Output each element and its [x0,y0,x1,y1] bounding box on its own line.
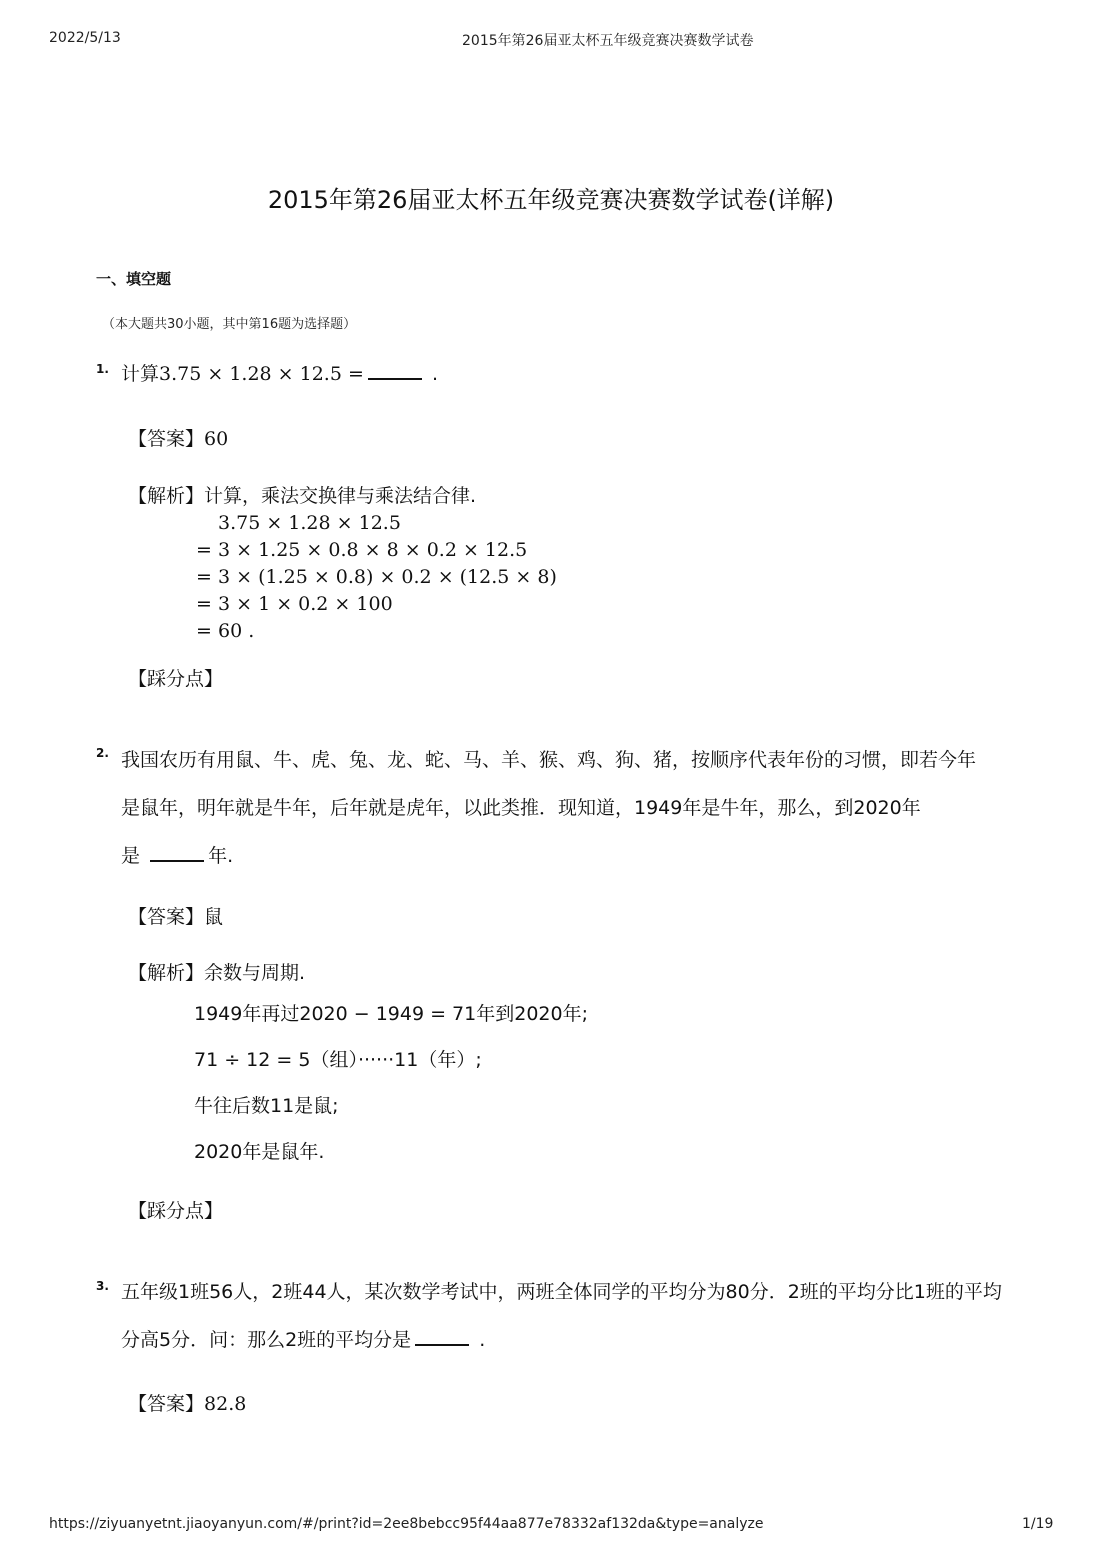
print-date: 2022/5/13 [49,30,121,46]
question-line: 是 年. [121,832,976,880]
answer-value: 鼠 [204,906,224,928]
analysis-label: 【解析】 [128,485,205,507]
answer-value: 82.8 [204,1393,247,1415]
calc-step: = 3 × (1.25 × 0.8) × 0.2 × (12.5 × 8) [196,566,557,588]
answer-blank [368,360,422,380]
analysis-text: 计算，乘法交换律与乘法结合律. [204,485,477,507]
calc-step: = 60 . [196,620,255,642]
section-note: （本大题共30小题，其中第16题为选择题） [102,317,357,332]
analysis-text: 余数与周期. [204,962,306,984]
answer-blank [150,842,204,862]
scoring-points-label: 【踩分点】 [128,1200,224,1222]
question-number: 3. [96,1279,109,1293]
page-url: https://ziyuanyetnt.jiaoyanyun.com/#/print?id=2ee8bebcc95f44aa877e78332af132da&type=analyze [49,1516,764,1532]
print-header-title: 2015年第26届亚太杯五年级竞赛决赛数学试卷 [462,33,754,49]
section-heading: 一、填空题 [96,270,172,288]
question-text [121,1268,1002,1364]
analysis-row [128,481,476,508]
analysis-label: 【解析】 [128,962,205,984]
calc-step: 3.75 × 1.28 × 12.5 [218,512,401,534]
analysis-row [128,958,305,985]
question-number: 1. [96,362,109,376]
question-expression: 3.75 × 1.28 × 12.5 = [159,363,364,385]
question-text [121,350,438,398]
question-line: 是鼠年，明年就是牛年，后年就是虎年，以此类推．现知道，1949年是牛年，那么，到2020年 [121,797,921,819]
calc-step: = 3 × 1.25 × 0.8 × 8 × 0.2 × 12.5 [196,539,528,561]
calc-step: = 3 × 1 × 0.2 × 100 [196,593,393,615]
solution-line: 71 ÷ 12 = 5（组）······11（年）; [194,1049,482,1071]
answer-label: 【答案】 [128,428,205,450]
calculation-steps [196,510,557,645]
answer-row [128,1389,246,1416]
page-title: 2015年第26届亚太杯五年级竞赛决赛数学试卷(详解) [267,186,835,214]
scoring-points-label: 【踩分点】 [128,668,224,690]
solution-line: 2020年是鼠年. [194,1141,325,1163]
question-text-end: . [431,363,438,385]
question-line: 我国农历有用鼠、牛、虎、兔、龙、蛇、马、羊、猴、鸡、狗、猪，按顺序代表年份的习惯，即若今年 [121,749,977,771]
answer-row [128,902,223,929]
solution-line: 牛往后数11是鼠; [194,1095,339,1117]
solution-line: 1949年再过2020 − 1949 = 71年到2020年; [194,1003,588,1025]
answer-label: 【答案】 [128,1393,205,1415]
answer-label: 【答案】 [128,906,205,928]
question-text-prefix: 计算 [121,363,160,385]
question-text [121,736,976,880]
question-line: 分高5分．问：那么2班的平均分是 . [121,1316,1002,1364]
answer-value: 60 [204,428,229,450]
answer-blank [415,1326,469,1346]
question-line: 五年级1班56人，2班44人，某次数学考试中，两班全体同学的平均分为80分．2班的平均分比1班的平均 [121,1281,1002,1303]
answer-row [128,424,228,451]
page-number: 1/19 [1022,1516,1054,1532]
solution-steps [194,991,588,1175]
question-number: 2. [96,746,109,760]
